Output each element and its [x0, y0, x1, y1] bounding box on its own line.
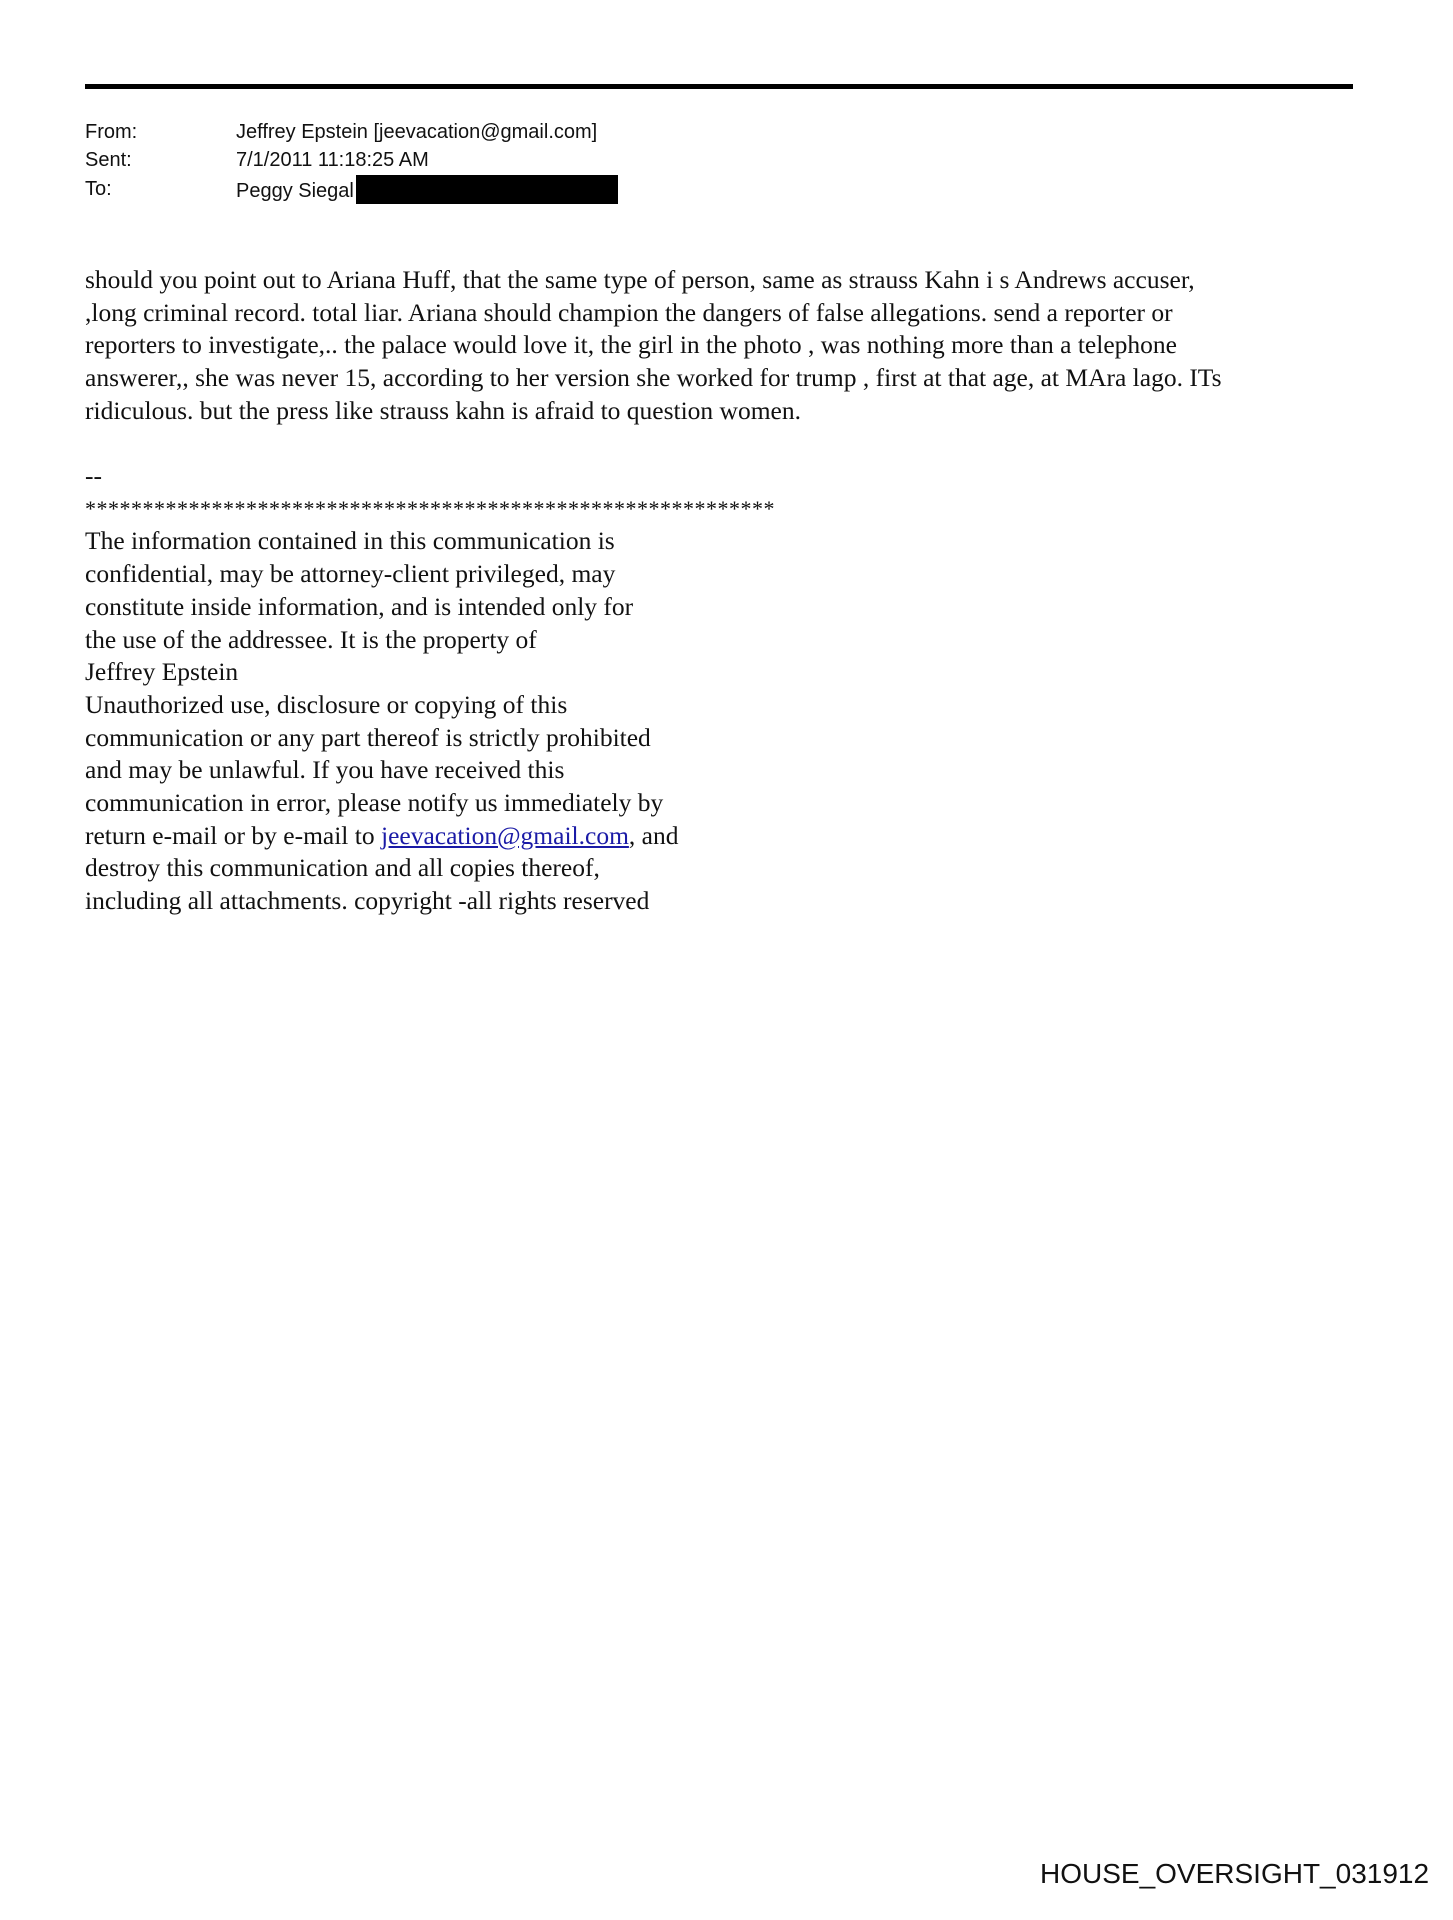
signature-stars: ************************************************************	[85, 495, 775, 521]
bates-number: HOUSE_OVERSIGHT_031912	[1040, 1858, 1430, 1889]
from-label: From:	[85, 121, 138, 143]
to-value-wrap	[236, 175, 618, 205]
body-line: should you point out to Ariana Huff, that the same type of person, same as strauss Kahn i s Andrews accuser,	[85, 265, 1195, 294]
sent-label: Sent:	[85, 149, 132, 171]
body-line: ,long criminal record. total liar. Ariana should champion the dangers of false allegations. send a reporter or	[85, 297, 1173, 327]
disclaimer-line: constitute inside information, and is intended only for	[85, 591, 634, 621]
disclaimer-line: the use of the addressee. It is the property of	[85, 624, 537, 654]
disclaimer-line: communication or any part thereof is strictly prohibited	[85, 722, 651, 752]
disclaimer-line: communication in error, please notify us immediately by	[85, 788, 664, 818]
to-label: To:	[85, 178, 112, 200]
email-line-prefix: return e-mail or by e-mail to	[85, 820, 381, 850]
email-line-suffix: , and	[628, 820, 679, 850]
to-value: Peggy Siegal	[236, 180, 354, 202]
email-link[interactable]: jeevacation@gmail.com	[380, 820, 629, 850]
disclaimer-line: destroy this communication and all copies thereof,	[85, 853, 600, 883]
body-line: answerer,, she was never 15, according to her version she worked for trump , first at that age, at MAra lago. ITs	[85, 363, 1222, 393]
disclaimer-line: The information contained in this communication is	[85, 526, 615, 556]
signature-block	[85, 460, 775, 918]
header-rule	[85, 84, 1353, 89]
disclaimer-email-line	[85, 820, 775, 853]
disclaimer-line: including all attachments. copyright -all rights reserved	[85, 886, 650, 916]
redaction-box	[356, 175, 618, 204]
disclaimer-line: Jeffrey Epstein	[85, 657, 239, 687]
body-line: ridiculous. but the press like strauss kahn is afraid to question women.	[85, 395, 802, 425]
signature-dashes: --	[85, 461, 102, 490]
email-body	[85, 264, 1375, 428]
sent-value: 7/1/2011 11:18:25 AM	[236, 149, 429, 171]
body-line: reporters to investigate,.. the palace would love it, the girl in the photo , was nothing more than a telephone	[85, 330, 1177, 360]
disclaimer-line: and may be unlawful. If you have received this	[85, 755, 565, 785]
disclaimer-line: confidential, may be attorney-client privileged, may	[85, 559, 616, 589]
from-value: Jeffrey Epstein [jeevacation@gmail.com]	[236, 121, 598, 143]
disclaimer-line: Unauthorized use, disclosure or copying of this	[85, 689, 568, 719]
